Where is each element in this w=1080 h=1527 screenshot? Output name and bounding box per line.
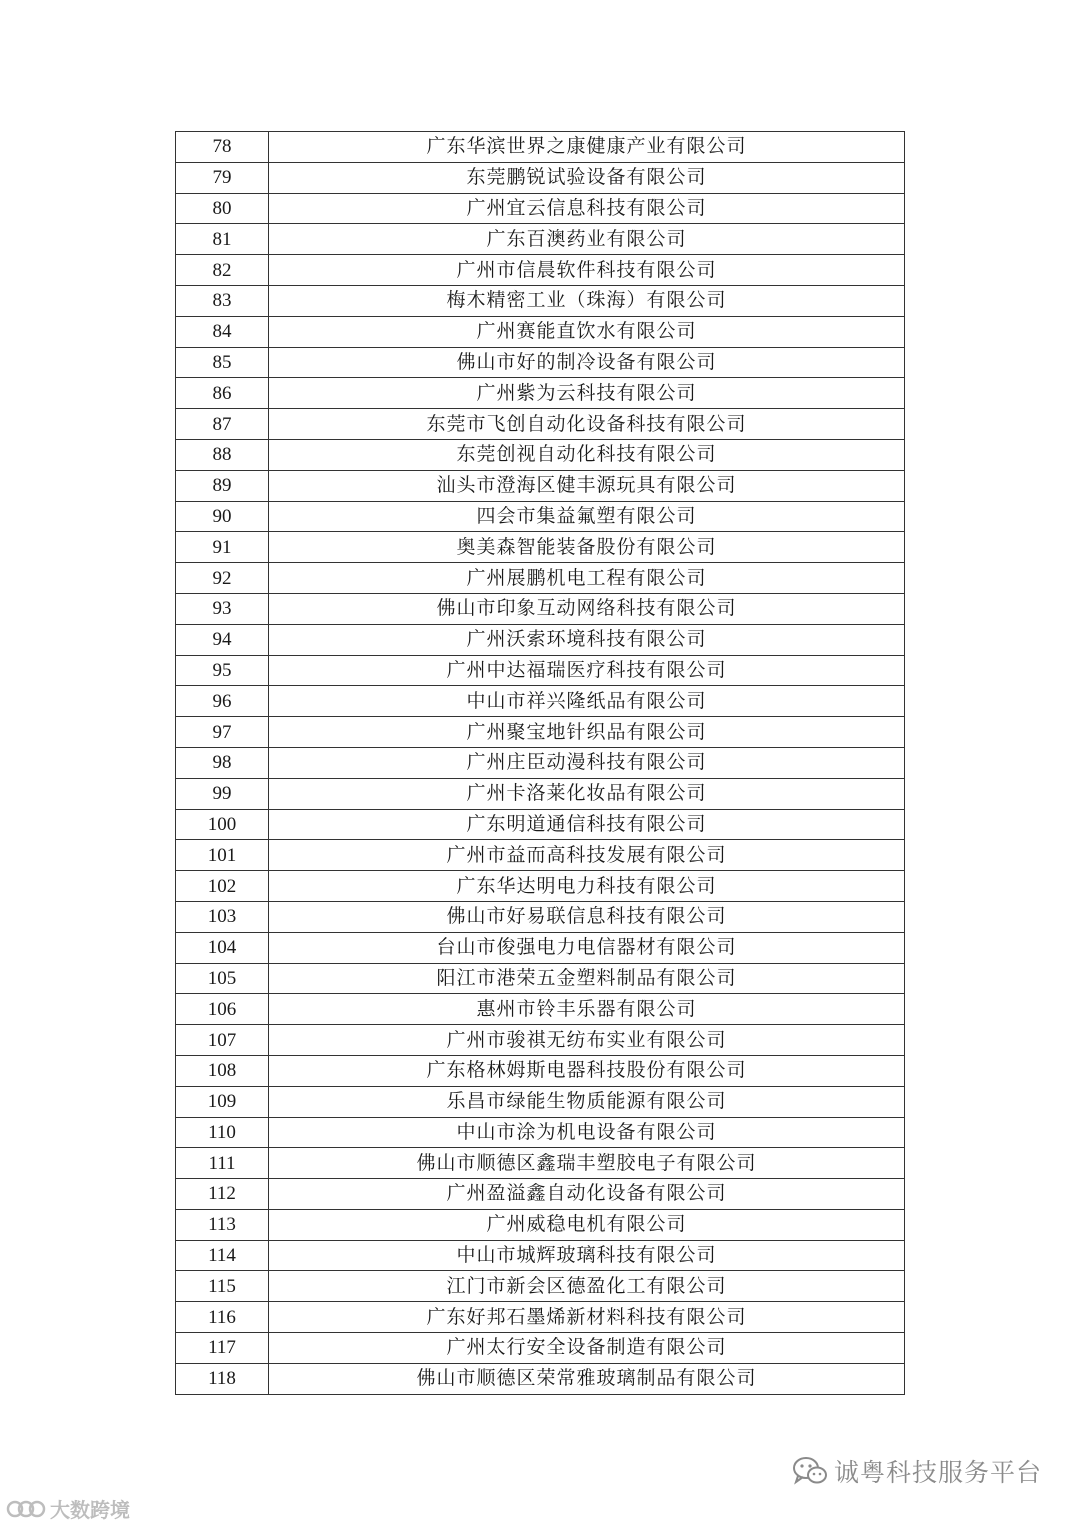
- row-number: 93: [176, 593, 269, 624]
- company-name: 广东华滨世界之康健康产业有限公司: [269, 132, 905, 163]
- row-number: 118: [176, 1363, 269, 1394]
- company-name: 广东好邦石墨烯新材料科技有限公司: [269, 1302, 905, 1333]
- table-row: [176, 1179, 905, 1210]
- company-name: 广州宜云信息科技有限公司: [269, 193, 905, 224]
- table-row: [176, 409, 905, 440]
- company-name: 汕头市澄海区健丰源玩具有限公司: [269, 470, 905, 501]
- row-number: 79: [176, 162, 269, 193]
- table-row: [176, 224, 905, 255]
- company-name: 广州中达福瑞医疗科技有限公司: [269, 655, 905, 686]
- row-number: 92: [176, 563, 269, 594]
- row-number: 90: [176, 501, 269, 532]
- table-row: [176, 470, 905, 501]
- row-number: 87: [176, 409, 269, 440]
- table-row: [176, 347, 905, 378]
- table-row: [176, 624, 905, 655]
- row-number: 83: [176, 285, 269, 316]
- table-row: [176, 1055, 905, 1086]
- brand-watermark: [6, 1494, 130, 1523]
- table-row: [176, 1363, 905, 1394]
- row-number: 100: [176, 809, 269, 840]
- table-row: [176, 1148, 905, 1179]
- row-number: 88: [176, 439, 269, 470]
- table-row: [176, 593, 905, 624]
- table-row: [176, 1333, 905, 1364]
- company-name: 江门市新会区德盈化工有限公司: [269, 1271, 905, 1302]
- row-number: 99: [176, 778, 269, 809]
- company-name: 广州太行安全设备制造有限公司: [269, 1333, 905, 1364]
- company-name: 广州展鹏机电工程有限公司: [269, 563, 905, 594]
- row-number: 78: [176, 132, 269, 163]
- company-name: 广州聚宝地针织品有限公司: [269, 717, 905, 748]
- table-row: [176, 871, 905, 902]
- company-name: 广州赛能直饮水有限公司: [269, 316, 905, 347]
- row-number: 94: [176, 624, 269, 655]
- row-number: 80: [176, 193, 269, 224]
- row-number: 91: [176, 532, 269, 563]
- table-row: [176, 563, 905, 594]
- row-number: 108: [176, 1055, 269, 1086]
- table-row: [176, 1025, 905, 1056]
- company-name: 梅木精密工业（珠海）有限公司: [269, 285, 905, 316]
- table-row: [176, 285, 905, 316]
- table-row: [176, 840, 905, 871]
- company-name: 东莞鹏锐试验设备有限公司: [269, 162, 905, 193]
- table-row: [176, 1209, 905, 1240]
- row-number: 81: [176, 224, 269, 255]
- row-number: 96: [176, 686, 269, 717]
- company-name: 佛山市顺德区鑫瑞丰塑胶电子有限公司: [269, 1148, 905, 1179]
- company-name: 广州庄臣动漫科技有限公司: [269, 747, 905, 778]
- table-row: [176, 1271, 905, 1302]
- row-number: 117: [176, 1333, 269, 1364]
- row-number: 84: [176, 316, 269, 347]
- company-name: 阳江市港荣五金塑料制品有限公司: [269, 963, 905, 994]
- company-name: 广州市信晨软件科技有限公司: [269, 255, 905, 286]
- row-number: 113: [176, 1209, 269, 1240]
- company-name: 广东百澳药业有限公司: [269, 224, 905, 255]
- company-name: 广东格林姆斯电器科技股份有限公司: [269, 1055, 905, 1086]
- table-row: [176, 162, 905, 193]
- row-number: 95: [176, 655, 269, 686]
- cloud-logo-icon: [6, 1498, 46, 1520]
- company-name: 乐昌市绿能生物质能源有限公司: [269, 1086, 905, 1117]
- row-number: 98: [176, 747, 269, 778]
- table-row: [176, 963, 905, 994]
- row-number: 107: [176, 1025, 269, 1056]
- table-row: [176, 747, 905, 778]
- row-number: 103: [176, 901, 269, 932]
- brand-watermark-text: 大数跨境: [50, 1498, 130, 1522]
- table-row: [176, 655, 905, 686]
- company-name: 中山市涂为机电设备有限公司: [269, 1117, 905, 1148]
- table-row: [176, 686, 905, 717]
- row-number: 102: [176, 871, 269, 902]
- company-name: 中山市城辉玻璃科技有限公司: [269, 1240, 905, 1271]
- company-name: 东莞创视自动化科技有限公司: [269, 439, 905, 470]
- row-number: 116: [176, 1302, 269, 1333]
- company-name: 广州沃索环境科技有限公司: [269, 624, 905, 655]
- company-name: 四会市集益氟塑有限公司: [269, 501, 905, 532]
- company-name: 佛山市好易联信息科技有限公司: [269, 901, 905, 932]
- row-number: 112: [176, 1179, 269, 1210]
- company-name: 广东明道通信科技有限公司: [269, 809, 905, 840]
- company-name: 广州卡洛莱化妆品有限公司: [269, 778, 905, 809]
- table-row: [176, 994, 905, 1025]
- company-name: 台山市俊强电力电信器材有限公司: [269, 932, 905, 963]
- company-name: 中山市祥兴隆纸品有限公司: [269, 686, 905, 717]
- table-row: [176, 717, 905, 748]
- table-row: [176, 255, 905, 286]
- company-name: 广州市骏祺无纺布实业有限公司: [269, 1025, 905, 1056]
- table-row: [176, 193, 905, 224]
- table-row: [176, 1302, 905, 1333]
- row-number: 97: [176, 717, 269, 748]
- table-row: [176, 378, 905, 409]
- table-row: [176, 809, 905, 840]
- company-name: 佛山市好的制冷设备有限公司: [269, 347, 905, 378]
- company-name: 广州紫为云科技有限公司: [269, 378, 905, 409]
- wechat-watermark: [792, 1453, 1042, 1489]
- table-row: [176, 778, 905, 809]
- row-number: 85: [176, 347, 269, 378]
- row-number: 111: [176, 1148, 269, 1179]
- row-number: 109: [176, 1086, 269, 1117]
- row-number: 105: [176, 963, 269, 994]
- table-body: [176, 132, 905, 1395]
- company-name: 佛山市印象互动网络科技有限公司: [269, 593, 905, 624]
- table-row: [176, 1117, 905, 1148]
- row-number: 106: [176, 994, 269, 1025]
- table-row: [176, 1240, 905, 1271]
- row-number: 114: [176, 1240, 269, 1271]
- company-name: 广州市益而高科技发展有限公司: [269, 840, 905, 871]
- row-number: 101: [176, 840, 269, 871]
- company-name: 东莞市飞创自动化设备科技有限公司: [269, 409, 905, 440]
- row-number: 86: [176, 378, 269, 409]
- row-number: 115: [176, 1271, 269, 1302]
- table-row: [176, 1086, 905, 1117]
- row-number: 89: [176, 470, 269, 501]
- company-table: [175, 131, 905, 1395]
- table-row: [176, 132, 905, 163]
- row-number: 104: [176, 932, 269, 963]
- table-row: [176, 316, 905, 347]
- company-name: 佛山市顺德区荣常雅玻璃制品有限公司: [269, 1363, 905, 1394]
- wechat-icon: [792, 1456, 828, 1486]
- wechat-watermark-text: 诚粤科技服务平台: [833, 1458, 1042, 1487]
- table-row: [176, 532, 905, 563]
- company-name: 奥美森智能装备股份有限公司: [269, 532, 905, 563]
- table-row: [176, 901, 905, 932]
- table-row: [176, 439, 905, 470]
- table-row: [176, 501, 905, 532]
- row-number: 82: [176, 255, 269, 286]
- company-name: 广东华达明电力科技有限公司: [269, 871, 905, 902]
- table-row: [176, 932, 905, 963]
- company-name: 广州威稳电机有限公司: [269, 1209, 905, 1240]
- company-name: 广州盈溢鑫自动化设备有限公司: [269, 1179, 905, 1210]
- row-number: 110: [176, 1117, 269, 1148]
- company-name: 惠州市铃丰乐器有限公司: [269, 994, 905, 1025]
